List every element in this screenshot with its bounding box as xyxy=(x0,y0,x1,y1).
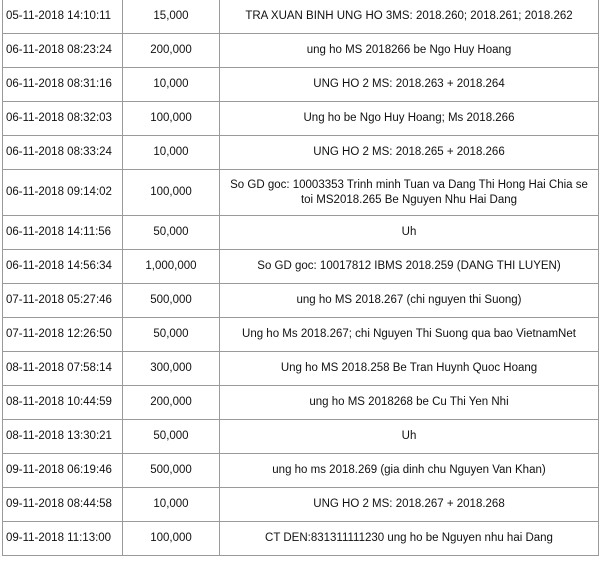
table-row xyxy=(3,352,599,386)
transaction-amount: 10,000 xyxy=(123,136,220,170)
transaction-date: 06-11-2018 08:32:03 xyxy=(3,102,123,136)
transaction-description: Ung ho Ms 2018.267; chi Nguyen Thi Suong qua bao VietnamNet xyxy=(220,318,599,352)
table-row xyxy=(3,386,599,420)
transaction-description: ung ho MS 2018268 be Cu Thi Yen Nhi xyxy=(220,386,599,420)
table-row xyxy=(3,420,599,454)
transaction-date: 08-11-2018 10:44:59 xyxy=(3,386,123,420)
table-row xyxy=(3,318,599,352)
transaction-description: Ung ho MS 2018.258 Be Tran Huynh Quoc Hoang xyxy=(220,352,599,386)
transaction-date: 09-11-2018 08:44:58 xyxy=(3,488,123,522)
transaction-date: 05-11-2018 14:10:11 xyxy=(3,0,123,34)
transaction-date: 06-11-2018 08:23:24 xyxy=(3,34,123,68)
transaction-date: 06-11-2018 08:31:16 xyxy=(3,68,123,102)
transactions-table xyxy=(2,0,599,556)
transaction-description: UNG HO 2 MS: 2018.263 + 2018.264 xyxy=(220,68,599,102)
transaction-description: So GD goc: 10017812 IBMS 2018.259 (DANG THI LUYEN) xyxy=(220,250,599,284)
table-row xyxy=(3,284,599,318)
table-row xyxy=(3,454,599,488)
transaction-description: So GD goc: 10003353 Trinh minh Tuan va Dang Thi Hong Hai Chia se toi MS2018.265 Be Nguyen Nhu Hai Dang xyxy=(220,170,599,216)
table-row xyxy=(3,170,599,216)
transaction-date: 09-11-2018 06:19:46 xyxy=(3,454,123,488)
transaction-date: 09-11-2018 11:13:00 xyxy=(3,522,123,556)
transaction-description: TRA XUAN BINH UNG HO 3MS: 2018.260; 2018.261; 2018.262 xyxy=(220,0,599,34)
transaction-amount: 1,000,000 xyxy=(123,250,220,284)
table-row xyxy=(3,522,599,556)
transaction-description: ung ho ms 2018.269 (gia dinh chu Nguyen Van Khan) xyxy=(220,454,599,488)
table-row xyxy=(3,102,599,136)
transaction-amount: 200,000 xyxy=(123,386,220,420)
table-row xyxy=(3,34,599,68)
transaction-amount: 500,000 xyxy=(123,284,220,318)
transaction-date: 06-11-2018 08:33:24 xyxy=(3,136,123,170)
transaction-date: 08-11-2018 13:30:21 xyxy=(3,420,123,454)
transaction-amount: 10,000 xyxy=(123,488,220,522)
transaction-amount: 50,000 xyxy=(123,216,220,250)
transaction-amount: 200,000 xyxy=(123,34,220,68)
transaction-amount: 15,000 xyxy=(123,0,220,34)
transaction-date: 06-11-2018 09:14:02 xyxy=(3,170,123,216)
transaction-amount: 100,000 xyxy=(123,170,220,216)
table-row xyxy=(3,136,599,170)
transaction-description: ung ho MS 2018.267 (chi nguyen thi Suong) xyxy=(220,284,599,318)
transaction-description: CT DEN:831311111230 ung ho be Nguyen nhu hai Dang xyxy=(220,522,599,556)
transaction-amount: 100,000 xyxy=(123,102,220,136)
transaction-amount: 50,000 xyxy=(123,318,220,352)
table-row xyxy=(3,488,599,522)
transaction-amount: 500,000 xyxy=(123,454,220,488)
transaction-date: 06-11-2018 14:11:56 xyxy=(3,216,123,250)
transaction-description: UNG HO 2 MS: 2018.267 + 2018.268 xyxy=(220,488,599,522)
table-row xyxy=(3,0,599,34)
transaction-amount: 10,000 xyxy=(123,68,220,102)
table-row xyxy=(3,68,599,102)
transaction-description: Uh xyxy=(220,420,599,454)
transaction-amount: 50,000 xyxy=(123,420,220,454)
transaction-description: Ung ho be Ngo Huy Hoang; Ms 2018.266 xyxy=(220,102,599,136)
transaction-date: 06-11-2018 14:56:34 xyxy=(3,250,123,284)
transaction-amount: 300,000 xyxy=(123,352,220,386)
transaction-amount: 100,000 xyxy=(123,522,220,556)
table-row xyxy=(3,216,599,250)
transaction-description: ung ho MS 2018266 be Ngo Huy Hoang xyxy=(220,34,599,68)
transaction-date: 07-11-2018 05:27:46 xyxy=(3,284,123,318)
transaction-date: 08-11-2018 07:58:14 xyxy=(3,352,123,386)
transaction-description: Uh xyxy=(220,216,599,250)
transaction-description: UNG HO 2 MS: 2018.265 + 2018.266 xyxy=(220,136,599,170)
transaction-date: 07-11-2018 12:26:50 xyxy=(3,318,123,352)
table-row xyxy=(3,250,599,284)
